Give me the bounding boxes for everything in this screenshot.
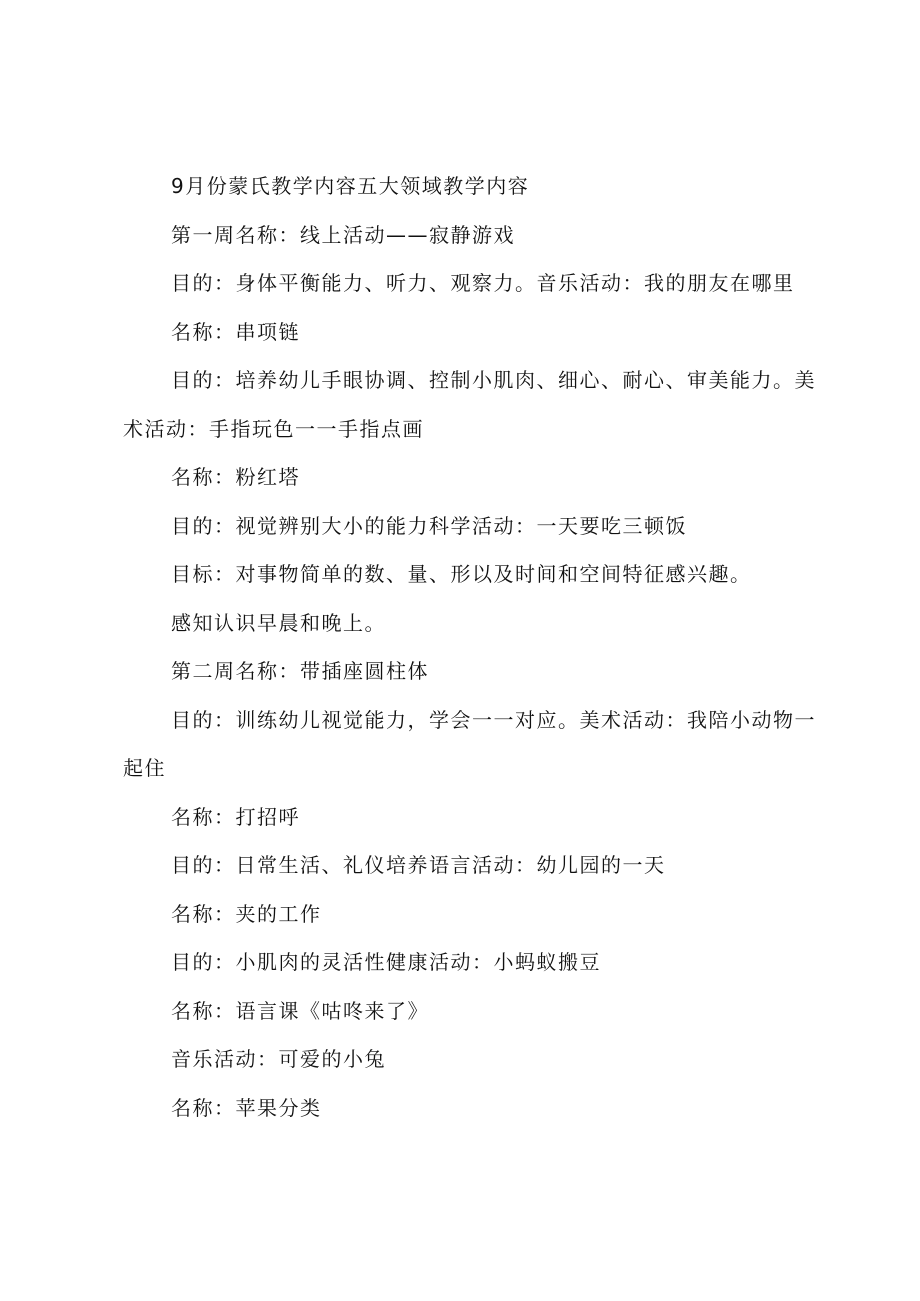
paragraph-apple-sort-name: 名称：苹果分类 <box>171 1095 322 1120</box>
paragraph-pink-tower-goal: 目的：视觉辨别大小的能力科学活动：一天要吃三顿饭 <box>171 513 687 538</box>
paragraph-necklace-goal: 目的：培养幼儿手眼协调、控制小肌肉、细心、耐心、审美能力。美术活动：手指玩色一一手指点画 <box>123 368 816 441</box>
paragraph-greeting-goal: 目的：日常生活、礼仪培养语言活动：幼儿园的一天 <box>171 853 666 877</box>
paragraph-week1-goal: 目的：身体平衡能力、听力、观察力。音乐活动：我的朋友在哪里 <box>171 271 795 295</box>
paragraph-science-goal: 目标：对事物简单的数、量、形以及时间和空间特征感兴趣。 <box>171 562 752 586</box>
paragraph-necklace-name: 名称：串项链 <box>171 319 300 344</box>
paragraph-morning-evening: 感知认识早晨和晚上。 <box>171 610 386 635</box>
paragraph-week2-name: 第二周名称：带插座圆柱体 <box>171 659 429 683</box>
paragraph-clip-work-name: 名称：夹的工作 <box>171 901 322 926</box>
paragraph-clip-work-goal: 目的：小肌肉的灵活性健康活动：小蚂蚁搬豆 <box>171 950 601 974</box>
paragraph-week1-name: 第一周名称：线上活动——寂静游戏 <box>171 222 515 247</box>
paragraph-week2-goal: 目的：训练幼儿视觉能力，学会一一对应。美术活动：我陪小动物一起住 <box>123 707 816 780</box>
paragraph-language-class-name: 名称：语言课《咕咚来了》 <box>171 998 429 1023</box>
document-title: 9月份蒙氏教学内容五大领域教学内容 <box>171 174 530 198</box>
paragraph-greeting-name: 名称：打招呼 <box>171 804 300 829</box>
document-body <box>123 162 823 1132</box>
paragraph-music-activity: 音乐活动：可爱的小兔 <box>171 1047 386 1071</box>
paragraph-pink-tower-name: 名称：粉红塔 <box>171 465 300 489</box>
